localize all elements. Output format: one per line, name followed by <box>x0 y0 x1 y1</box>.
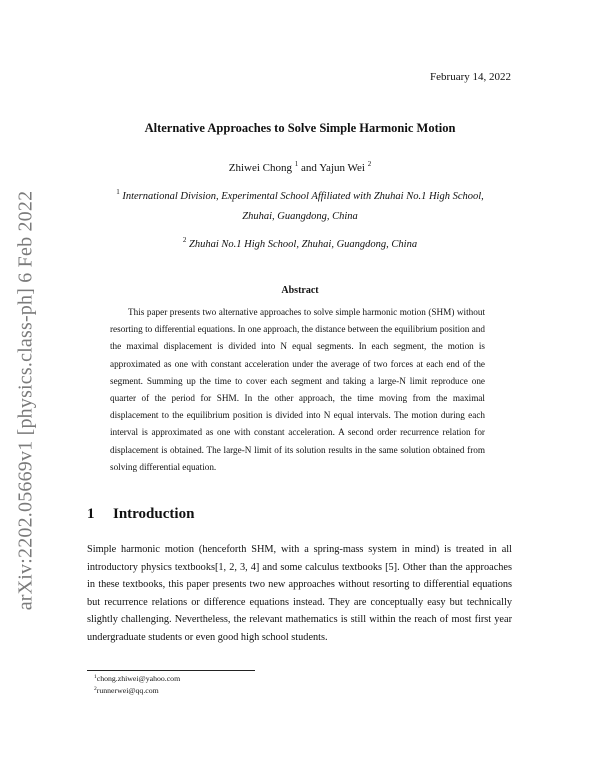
affiliation-text: International Division, Experimental School Affiliated with Zhuhai No.1 High School, Zhuhai, Guangdong, China <box>122 191 484 222</box>
affiliation-mark: 1 <box>116 188 120 196</box>
footnote-mark: 1 <box>94 674 97 680</box>
footnote-mark: 2 <box>94 686 97 692</box>
arxiv-side-stamp <box>8 190 44 610</box>
paper-date: February 14, 2022 <box>430 71 511 83</box>
abstract-text: This paper presents two alternative approaches to solve simple harmonic motion (SHM) without resorting to differential equations. In one approach, the distance between the equilibrium position and the maximal displacement is divided into N equal segments. In each segment, the motion is approximated as one with constant acceleration under the average of two forces at each end of the segment. Summing up the time to cover each segment and taking a large-N limit reproduce one quarter of the period for SHM. In the other approach, the time moving from the maximal displacement to the equilibrium position is divided into N equal intervals. The motion during each interval is approximated as one with constant acceleration. A second order recurrence relation for displacement is obtained. The large-N limit of its solution results in the same solution obtained from solving differential equation. <box>110 307 485 472</box>
footnote <box>94 686 159 695</box>
footnote-rule <box>87 670 255 671</box>
author-line <box>0 162 600 174</box>
arxiv-identifier: arXiv:2202.05669v1 [physics.class-ph] 6 Feb 2022 <box>14 190 37 610</box>
abstract-heading: Abstract <box>281 285 319 296</box>
author-name: Yajun Wei <box>319 162 365 174</box>
affiliation <box>100 235 500 255</box>
footnote <box>94 674 180 683</box>
author-name: Zhiwei Chong <box>228 162 292 174</box>
author-affiliation-mark: 1 <box>294 160 299 168</box>
author-conjunction: and <box>298 162 320 174</box>
section-heading <box>87 506 194 523</box>
affiliation-text: Zhuhai No.1 High School, Zhuhai, Guangdong, China <box>189 239 418 250</box>
paper-title: Alternative Approaches to Solve Simple Harmonic Motion <box>144 121 456 135</box>
section-title: Introduction <box>113 506 195 522</box>
author-affiliation-mark: 2 <box>367 160 372 168</box>
section-number: 1 <box>87 506 95 522</box>
body-paragraph: Simple harmonic motion (henceforth SHM, with a spring-mass system in mind) is treated in all introductory physics textbooks[1, 2, 3, 4] and some calculus textbooks [5]. Other than the approaches in these textbooks, this paper presents two new approaches without resorting to differential equations but recurrence relations or difference equations instead. They are conceptually easy but technically slightly challenging. Nevertheless, the relevant mathematics is still within the reach of most first year undergraduate students or even good high school students. <box>87 544 512 643</box>
footnote-email[interactable]: runnerwei@qq.com <box>96 686 159 695</box>
footnote-email[interactable]: chong.zhiwei@yahoo.com <box>96 674 181 683</box>
affiliation <box>100 187 500 227</box>
affiliation-mark: 2 <box>182 236 187 244</box>
